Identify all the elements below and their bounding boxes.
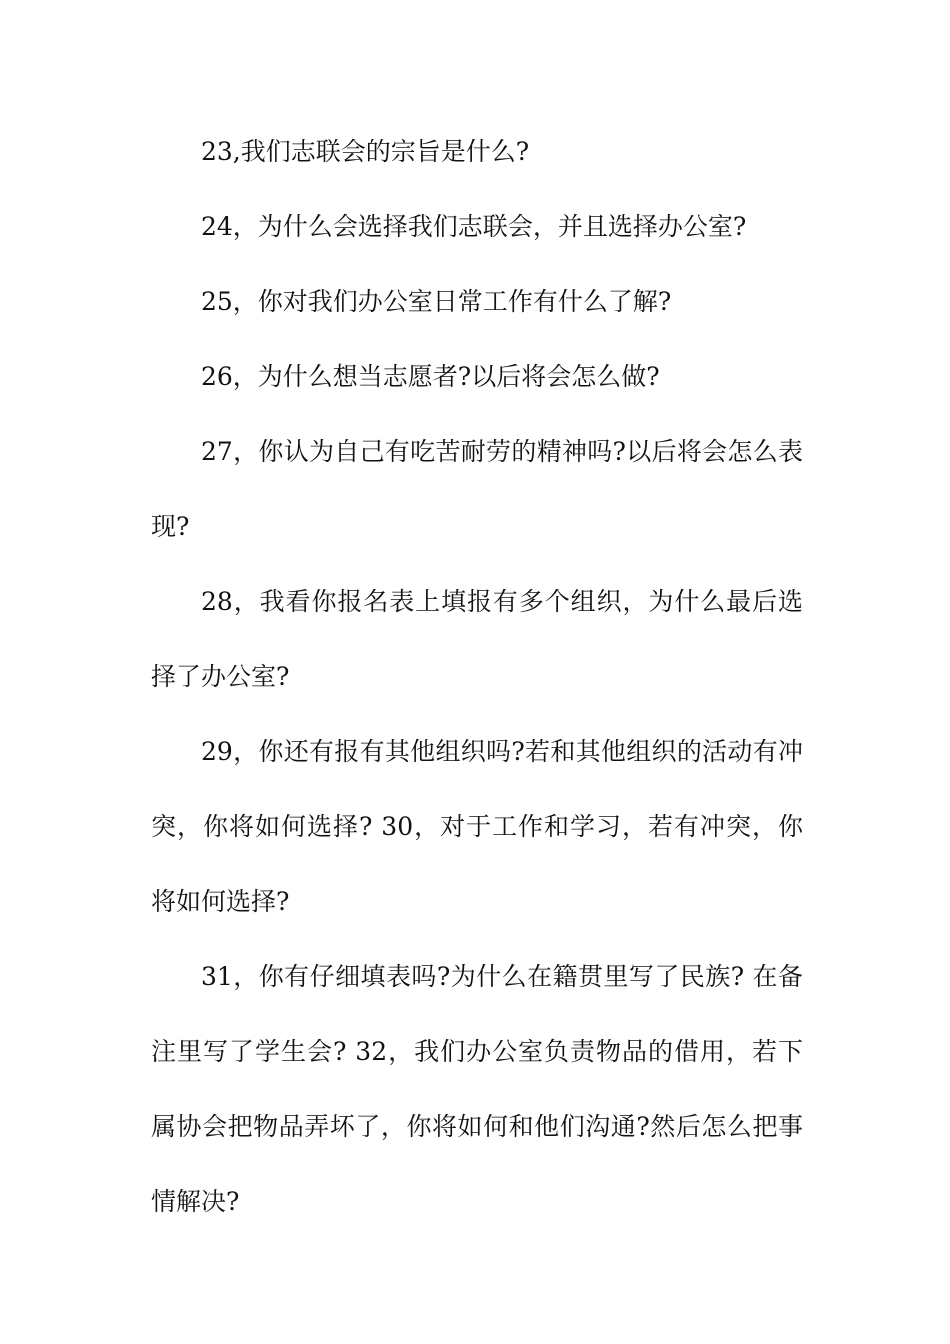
question-paragraph: 31，你有仔细填表吗?为什么在籍贯里写了民族? 在备注里写了学生会? 32，我们办公室负责物品的借用，若下属协会把物品弄坏了，你将如何和他们沟通?然后怎么把事情解决? [151, 962, 803, 1216]
question-paragraph: 27，你认为自己有吃苦耐劳的精神吗?以后将会怎么表现? [151, 437, 803, 541]
question-paragraph: 29，你还有报有其他组织吗?若和其他组织的活动有冲突，你将如何选择? 30，对于工作和学习，若有冲突，你将如何选择? [151, 737, 803, 916]
question-paragraph: 28，我看你报名表上填报有多个组织，为什么最后选择了办公室? [151, 587, 803, 691]
question-paragraph: 26，为什么想当志愿者?以后将会怎么做? [201, 362, 660, 391]
question-paragraph: 23,我们志联会的宗旨是什么? [201, 137, 530, 166]
document-body [151, 114, 803, 1239]
question-paragraph: 25，你对我们办公室日常工作有什么了解? [201, 287, 672, 316]
question-paragraph: 24，为什么会选择我们志联会，并且选择办公室? [201, 212, 747, 241]
